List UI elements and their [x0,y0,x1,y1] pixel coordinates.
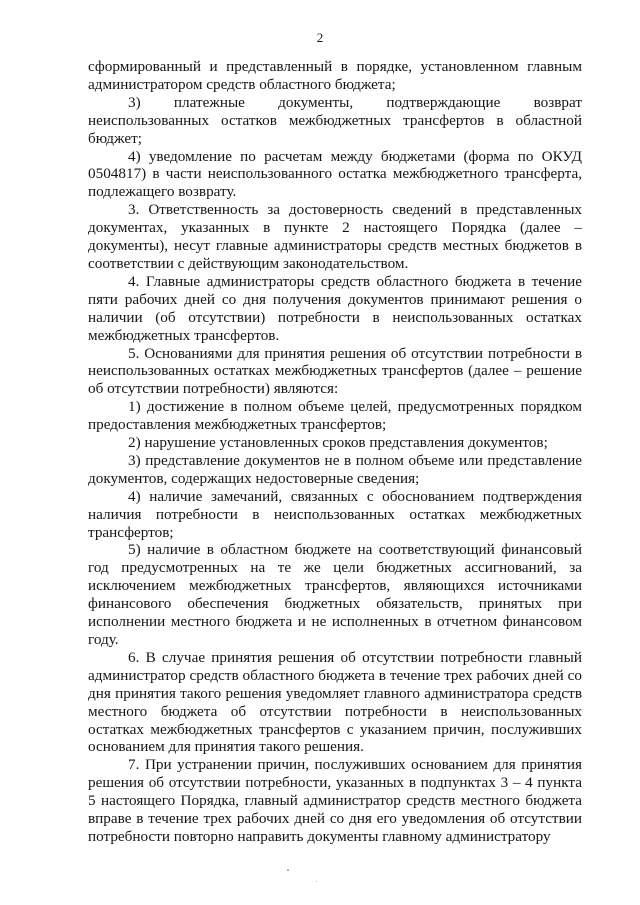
ground-item-4: 4) наличие замечаний, связанных с обоснованием подтверждения наличия потребности в неиспользованных остатках межбюджетных трансфертов; [88,487,582,541]
ground-item-2: 2) нарушение установленных сроков представления документов; [128,434,548,452]
ground-item-5: 5) наличие в областном бюджете на соответствующий финансовый год предусмотренных на те же цели бюджетных ассигнований, за исключением межбюджетных трансфертов, являющихся источниками финансового обеспечения бюджетных обязательств, принятых при исполнении местного бюджета и не исполненных в отчетном финансовом году. [88,541,582,648]
ground-item-1: 1) достижение в полном объеме целей, предусмотренных порядком предоставления межбюджетных трансфертов; [88,398,582,434]
clause-4-decision: 4. Главные администраторы средств областного бюджета в течение пяти рабочих дней со дня получения документов принимают решения о наличии (об отсутствии) потребности в неиспользованных остатках межбюджетных трансфертов. [88,272,582,344]
list-item-4-notification: 4) уведомление по расчетам между бюджетами (форма по ОКУД 0504817) в части неиспользованного остатка межбюджетного трансферта, подлежащего возврату. [88,147,582,201]
paragraph-continuation: сформированный и представленный в порядке, установленном главным администратором средств областного бюджета; [88,58,582,93]
page-number: 2 [316,30,324,45]
clause-3-responsibility: 3. Ответственность за достоверность сведений в представленных документах, указанных в пункте 2 настоящего Порядка (далее – документы), несут главные администраторы средств местных бюджетов в соответствии с действующим законодательством. [88,201,582,272]
clause-5-grounds: 5. Основаниями для принятия решения об отсутствии потребности в неиспользованных остатках межбюджетных трансфертов (далее – решение об отсутствии потребности) являются: [88,344,582,398]
clause-6-notification: 6. В случае принятия решения об отсутствии потребности главный администратор средств областного бюджета в течение трех рабочих дней со дня принятия такого решения уведомляет главного администратора средств местного бюджета об отсутствии потребности в неиспользованных остатках межбюджетных трансфертов с указанием причин, послуживших основанием для принятия такого решения. [88,648,582,756]
document-body [88,58,582,846]
ground-item-3: 3) представление документов не в полном объеме или представление документов, содержащих недостоверные сведения; [88,451,582,487]
clause-7-resubmission: 7. При устранении причин, послуживших основанием для принятия решения об отсутствии потребности, указанных в подпунктах 3 – 4 пункта 5 настоящего Порядка, главный администратор средств местного бюджета вправе в течение трех рабочих дней со дня его уведомления об отсутствии потребности повторно направить документы главному администратору [88,756,582,845]
list-item-3-payment-documents: 3) платежные документы, подтверждающие возврат неиспользованных остатков межбюджетных трансфертов в областной бюджет; [88,93,582,147]
